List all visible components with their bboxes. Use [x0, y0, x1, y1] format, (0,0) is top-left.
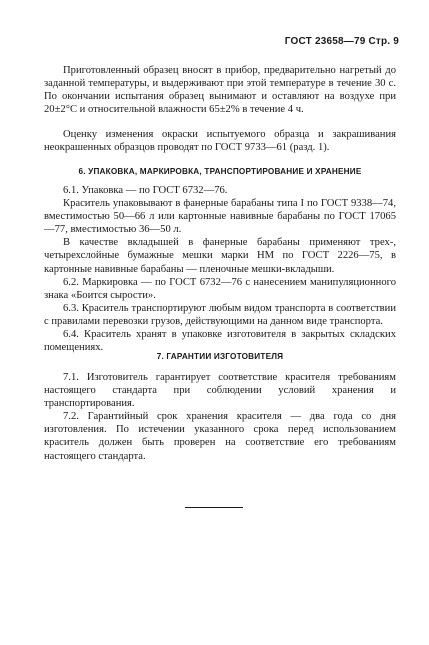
- section-6-title: 6. УПАКОВКА, МАРКИРОВКА, ТРАНСПОРТИРОВАНИЕ И ХРАНЕНИЕ: [78, 167, 362, 176]
- paragraph-6-1-a: Краситель упаковывают в фанерные барабаны типа I по ГОСТ 9338—74, вместимостью 50—66 л или картонные навивные барабаны по ГОСТ 17065—77, вместимостью 36—50 л.: [44, 198, 396, 236]
- section-6-body: [44, 184, 396, 354]
- paragraph-text: Приготовленный образец вносят в прибор, предварительно нагретый до заданной температуры, и выдерживают при этой температуре в течение 30 с. По окончании испытания образец вынимают и оставляют на воздухе при 20±2°С и относительной влажности 65±2% в течение 4 ч.: [44, 65, 396, 116]
- intro-paragraph-1: [44, 64, 396, 116]
- paragraph-6-3: 6.3. Краситель транспортируют любым видом транспорта в соответствии с правилами перевозки грузов, действующими на данном виде транспорта.: [44, 302, 396, 327]
- paragraph-7-1: 7.1. Изготовитель гарантирует соответствие красителя требованиям настоящего стандарта при соблюдении условий хранения и транспортирования.: [44, 372, 396, 410]
- paragraph-text: Оценку изменения окраски испытуемого образца и закрашивания неокрашенных образцов проводят по ГОСТ 9733—61 (разд. 1).: [44, 129, 396, 154]
- section-7-body: [44, 371, 396, 463]
- paragraph-6-2: 6.2. Маркировка — по ГОСТ 6732—76 с нанесением манипуляционного знака «Боится сырости».: [44, 276, 396, 301]
- page-header: ГОСТ 23658—79 Стр. 9: [284, 36, 399, 47]
- paragraph-6-4: 6.4. Краситель хранят в упаковке изготовителя в закрытых складских помещениях.: [44, 329, 396, 354]
- section-7-title: 7. ГАРАНТИИ ИЗГОТОВИТЕЛЯ: [156, 352, 284, 361]
- end-divider: [185, 507, 243, 508]
- intro-paragraph-2: [44, 128, 396, 154]
- paragraph-7-2: 7.2. Гарантийный срок хранения красителя — два года со дня изготовления. По истечении указанного срока перед использованием краситель должен быть проверен на соответствие его требованиям настоящего стандарта.: [44, 411, 396, 462]
- paragraph-6-1: 6.1. Упаковка — по ГОСТ 6732—76.: [63, 185, 228, 196]
- paragraph-6-1-b: В качестве вкладышей в фанерные барабаны применяют трех-, четырехслойные бумажные мешки марки НМ по ГОСТ 2226—75, в картонные навивные барабаны — пленочные мешки-вкладыши.: [44, 237, 396, 275]
